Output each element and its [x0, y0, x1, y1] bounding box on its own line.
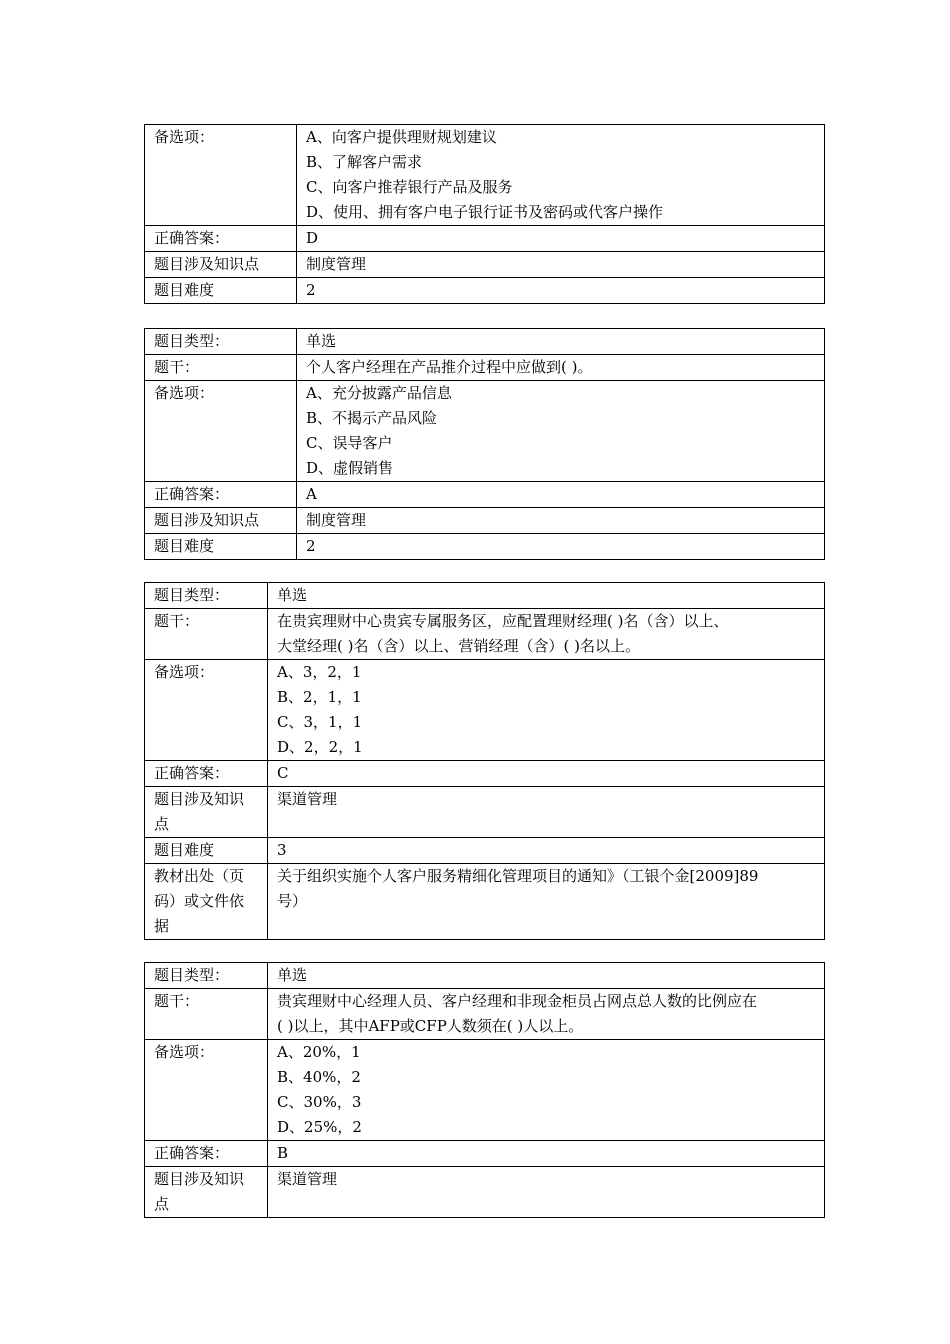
source-line-2: 号） [277, 892, 308, 910]
row-value [268, 864, 825, 940]
row-stem [145, 609, 825, 660]
row-value [297, 381, 825, 482]
row-value: A [297, 482, 825, 508]
stem-line-1: 贵宾理财中心经理人员、客户经理和非现金柜员占网点总人数的比例应在 [277, 992, 758, 1010]
stem-line-1: 在贵宾理财中心贵宾专属服务区，应配置理财经理( )名（含）以上、 [277, 612, 729, 630]
row-label: 正确答案： [145, 1141, 268, 1167]
row-answer [145, 482, 825, 508]
question-table-4 [144, 962, 825, 1218]
row-answer [145, 1141, 825, 1167]
row-label: 题干： [145, 989, 268, 1040]
option-a: A、向客户提供理财规划建议 [306, 128, 497, 146]
stem-line-2: ( )以上，其中AFP或CFP人数须在( )人以上。 [277, 1017, 584, 1035]
row-value: 渠道管理 [268, 1167, 825, 1218]
row-label: 题干： [145, 609, 268, 660]
row-value [268, 609, 825, 660]
row-label: 题目涉及知识点 [145, 1167, 268, 1218]
option-c: C、向客户推荐银行产品及服务 [306, 178, 513, 196]
row-knowledge [145, 1167, 825, 1218]
option-c: C、3，1，1 [277, 713, 363, 731]
row-label: 备选项： [145, 381, 297, 482]
row-value [268, 989, 825, 1040]
row-label: 题目类型： [145, 963, 268, 989]
row-value: 单选 [297, 329, 825, 355]
option-a: A、充分披露产品信息 [306, 384, 452, 402]
option-d: D、2，2，1 [277, 738, 363, 756]
option-b: B、40%，2 [277, 1068, 361, 1086]
row-difficulty [145, 278, 825, 304]
option-b: B、了解客户需求 [306, 153, 423, 171]
row-type [145, 583, 825, 609]
row-value: 2 [297, 278, 825, 304]
row-value: 3 [268, 838, 825, 864]
option-b: B、不揭示产品风险 [306, 409, 438, 427]
stem-line-2: 大堂经理( )名（含）以上、营销经理（含）( )名以上。 [277, 637, 640, 655]
row-label: 题目类型： [145, 329, 297, 355]
option-c: C、30%，3 [277, 1093, 362, 1111]
row-knowledge [145, 508, 825, 534]
row-label: 教材出处（页码）或文件依据 [145, 864, 268, 940]
row-options [145, 1040, 825, 1141]
row-stem [145, 989, 825, 1040]
row-value: 单选 [268, 583, 825, 609]
row-label: 题目涉及知识点 [145, 787, 268, 838]
row-label: 正确答案： [145, 482, 297, 508]
row-label: 正确答案： [145, 761, 268, 787]
row-options [145, 660, 825, 761]
row-value: 渠道管理 [268, 787, 825, 838]
row-label: 题目涉及知识点 [145, 252, 297, 278]
row-label: 正确答案： [145, 226, 297, 252]
option-b: B、2，1，1 [277, 688, 362, 706]
row-stem [145, 355, 825, 381]
question-table-2 [144, 328, 825, 560]
row-answer [145, 226, 825, 252]
row-label: 题目难度 [145, 534, 297, 560]
row-knowledge [145, 787, 825, 838]
row-value: 单选 [268, 963, 825, 989]
row-value: 制度管理 [297, 508, 825, 534]
row-label: 题干： [145, 355, 297, 381]
row-value: 2 [297, 534, 825, 560]
question-table-1 [144, 124, 825, 304]
row-options [145, 381, 825, 482]
row-value: C [268, 761, 825, 787]
row-label: 题目涉及知识点 [145, 508, 297, 534]
row-label: 题目难度 [145, 278, 297, 304]
row-options [145, 125, 825, 226]
option-d: D、虚假销售 [306, 459, 394, 477]
option-a: A、20%，1 [277, 1043, 361, 1061]
row-label: 题目类型： [145, 583, 268, 609]
row-label: 备选项： [145, 660, 268, 761]
row-knowledge [145, 252, 825, 278]
row-value: 制度管理 [297, 252, 825, 278]
row-source [145, 864, 825, 940]
row-type [145, 329, 825, 355]
question-table-3 [144, 582, 825, 940]
row-label: 备选项： [145, 1040, 268, 1141]
row-value [297, 125, 825, 226]
row-difficulty [145, 838, 825, 864]
row-value [268, 660, 825, 761]
row-label: 题目难度 [145, 838, 268, 864]
row-label: 备选项： [145, 125, 297, 226]
row-type [145, 963, 825, 989]
option-d: D、25%，2 [277, 1118, 362, 1136]
row-answer [145, 761, 825, 787]
source-line-1: 关于组织实施个人客户服务精细化管理项目的通知》（工银个金[2009]89 [277, 867, 759, 885]
option-d: D、使用、拥有客户电子银行证书及密码或代客户操作 [306, 203, 664, 221]
row-value: D [297, 226, 825, 252]
option-c: C、误导客户 [306, 434, 393, 452]
row-value: 个人客户经理在产品推介过程中应做到( )。 [297, 355, 825, 381]
row-value: B [268, 1141, 825, 1167]
row-difficulty [145, 534, 825, 560]
row-value [268, 1040, 825, 1141]
option-a: A、3，2，1 [277, 663, 362, 681]
